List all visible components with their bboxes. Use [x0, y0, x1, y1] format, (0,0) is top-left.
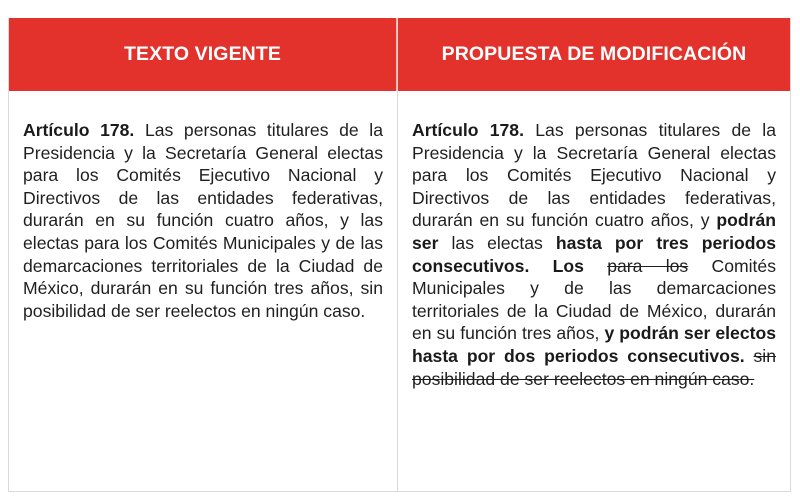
proposal-space: [584, 256, 607, 276]
proposal-deleted-text: para los: [607, 255, 689, 276]
proposal-text-cell: [398, 91, 790, 390]
current-text-column: [8, 18, 398, 492]
comparison-table: [8, 18, 791, 492]
proposal-text-segment: Las personas titulares de la Presidencia y la Secretaría General electas para los Comités Ejecutivo Nacional y Directivos de las entidades federativas, durarán en su función cuatro años, y: [412, 120, 776, 231]
current-article-body: Las personas titulares de la Presidencia y la Secretaría General electas para los Comités Ejecutivo Nacional y Directivos de las entidades federativas, durarán en su función cuatro años, y las electas para los Comités Municipales y de las demarcaciones territoriales de la Ciudad de México, durarán en su función tres años, sin posibilidad de ser reelectos en ningún caso.: [23, 120, 383, 321]
proposal-deleted-text: sin posibilidad de ser reelectos en ningún caso.: [412, 345, 776, 389]
proposal-added-text: y podrán ser electos hasta por dos periodos consecutivos.: [412, 323, 776, 366]
header-propuesta-de-modificacion: PROPUESTA DE MODIFICACIÓN: [398, 18, 790, 91]
proposal-text-segment: Comités Municipales y de las demarcaciones territoriales de la Ciudad de México, durarán en su función tres años,: [412, 255, 777, 344]
current-text-cell: [9, 91, 397, 322]
proposal-added-text: podrán ser: [412, 210, 776, 253]
article-label: Artículo 178.: [412, 120, 524, 140]
article-label: Artículo 178.: [23, 120, 135, 140]
proposal-text-segment: las electas: [438, 232, 556, 253]
proposal-added-text: hasta por tres periodos consecutivos. Los: [412, 232, 776, 276]
proposal-column: [398, 18, 791, 492]
proposal-space: [745, 346, 754, 366]
header-texto-vigente: TEXTO VIGENTE: [9, 18, 397, 91]
